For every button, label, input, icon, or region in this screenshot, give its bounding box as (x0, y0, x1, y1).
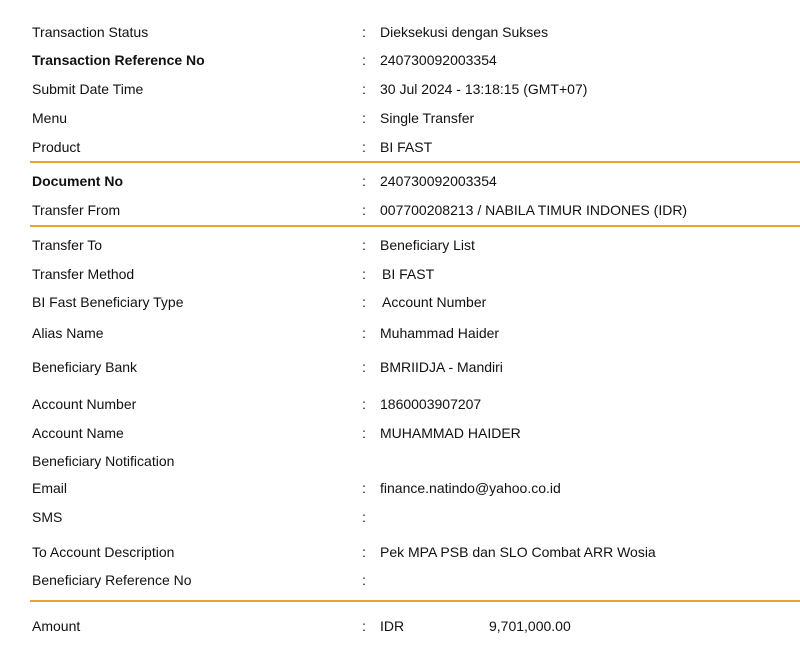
email-label: Email (32, 480, 68, 496)
account-number-value: 1860003907207 (380, 396, 482, 412)
section-divider (30, 225, 800, 227)
separator-colon: : (362, 294, 366, 310)
transaction-status-label: Transaction Status (32, 24, 149, 40)
separator-colon: : (362, 544, 366, 560)
separator-colon: : (362, 237, 366, 253)
menu-value: Single Transfer (380, 110, 475, 126)
alias-name-value: Muhammad Haider (380, 325, 500, 341)
transfer-to-value: Beneficiary List (380, 237, 475, 253)
separator-colon: : (362, 396, 366, 412)
separator-colon: : (362, 266, 366, 282)
section-divider (30, 600, 800, 602)
product-value: BI FAST (380, 139, 433, 155)
section-divider (30, 161, 800, 163)
row-transfer-to (0, 234, 800, 256)
separator-colon: : (362, 81, 366, 97)
bi-fast-beneficiary-type-value: Account Number (382, 294, 487, 310)
row-amount (0, 615, 800, 637)
separator-colon: : (362, 173, 366, 189)
beneficiary-bank-label: Beneficiary Bank (32, 359, 138, 375)
transfer-from-value: 007700208213 / NABILA TIMUR INDONES (IDR) (380, 202, 688, 218)
transaction-status-value: Dieksekusi dengan Sukses (380, 24, 549, 40)
row-submit-date-time (0, 78, 800, 100)
email-value: finance.natindo@yahoo.co.id (380, 480, 561, 496)
separator-colon: : (362, 480, 366, 496)
separator-colon: : (362, 110, 366, 126)
transfer-method-label: Transfer Method (32, 266, 135, 282)
amount-label: Amount (32, 618, 81, 634)
alias-name-label: Alias Name (32, 325, 104, 341)
menu-label: Menu (32, 110, 68, 126)
sms-label: SMS (32, 509, 63, 525)
transfer-to-label: Transfer To (32, 237, 103, 253)
separator-colon: : (362, 425, 366, 441)
document-no-label: Document No (32, 173, 123, 189)
row-account-number (0, 393, 800, 415)
row-bi-fast-beneficiary-type (0, 291, 800, 313)
row-sms (0, 506, 800, 528)
amount-currency: IDR (380, 618, 405, 634)
row-transaction-reference-no (0, 49, 800, 71)
separator-colon: : (362, 359, 366, 375)
row-to-account-description (0, 541, 800, 563)
amount-value: 9,701,000.00 (489, 618, 571, 634)
row-document-no (0, 170, 800, 192)
row-transfer-from (0, 199, 800, 221)
row-transaction-status (0, 21, 800, 43)
separator-colon: : (362, 24, 366, 40)
separator-colon: : (362, 325, 366, 341)
transfer-method-value: BI FAST (382, 266, 435, 282)
separator-colon: : (362, 618, 366, 634)
separator-colon: : (362, 139, 366, 155)
to-account-description-value: Pek MPA PSB dan SLO Combat ARR Wosia (380, 544, 656, 560)
transaction-reference-no-label: Transaction Reference No (32, 52, 205, 68)
transfer-from-label: Transfer From (32, 202, 121, 218)
separator-colon: : (362, 509, 366, 525)
account-number-label: Account Number (32, 396, 137, 412)
bi-fast-beneficiary-type-label: BI Fast Beneficiary Type (32, 294, 184, 310)
submit-date-time-value: 30 Jul 2024 - 13:18:15 (GMT+07) (380, 81, 588, 97)
row-email (0, 477, 800, 499)
row-alias-name (0, 322, 800, 344)
row-beneficiary-bank (0, 356, 800, 378)
product-label: Product (32, 139, 81, 155)
separator-colon: : (362, 572, 366, 588)
account-name-value: MUHAMMAD HAIDER (380, 425, 521, 441)
row-product (0, 136, 800, 158)
beneficiary-bank-value: BMRIIDJA - Mandiri (380, 359, 503, 375)
transaction-reference-no-value: 240730092003354 (380, 52, 497, 68)
separator-colon: : (362, 202, 366, 218)
row-beneficiary-notification (0, 450, 800, 472)
row-account-name (0, 422, 800, 444)
document-no-value: 240730092003354 (380, 173, 497, 189)
row-menu (0, 107, 800, 129)
beneficiary-notification-label: Beneficiary Notification (32, 453, 175, 469)
account-name-label: Account Name (32, 425, 124, 441)
separator-colon: : (362, 52, 366, 68)
beneficiary-reference-no-label: Beneficiary Reference No (32, 572, 192, 588)
row-transfer-method (0, 263, 800, 285)
submit-date-time-label: Submit Date Time (32, 81, 144, 97)
row-beneficiary-reference-no (0, 569, 800, 591)
to-account-description-label: To Account Description (32, 544, 175, 560)
